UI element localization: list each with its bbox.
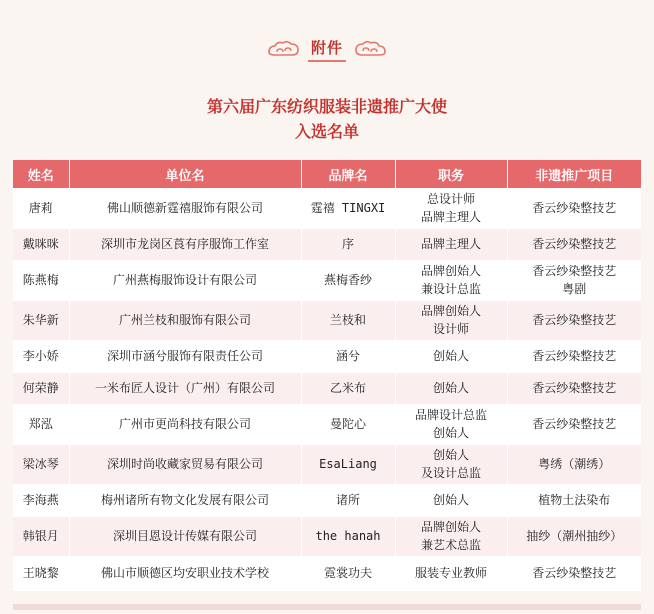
- cell-brand: [301, 372, 395, 404]
- cell-position-text: 设计师: [432, 322, 469, 336]
- cell-brand: [301, 516, 395, 556]
- cell-project-text: 植物土法染布: [538, 493, 611, 507]
- cell-brand-text: EsaLiang: [319, 457, 377, 471]
- cell-brand: [301, 228, 395, 260]
- column-header-name: 姓名: [13, 160, 69, 188]
- cell-position: [395, 340, 507, 372]
- page-subtitle: 入选名单: [294, 122, 359, 141]
- cell-unit: [69, 372, 301, 404]
- cell-project: [507, 340, 641, 372]
- cell-name: [13, 228, 69, 260]
- cell-unit: [69, 404, 301, 444]
- cell-project-text: 粤绣（潮绣）: [538, 457, 611, 471]
- cell-project-text: 粤剧: [562, 282, 587, 296]
- column-header-position: 职务: [395, 160, 507, 188]
- cell-position-text: 品牌主理人: [420, 209, 481, 224]
- cell-project: [507, 228, 641, 260]
- cell-unit: [69, 444, 301, 484]
- cell-project-text: 香云纱染整技艺: [532, 313, 617, 327]
- cell-position-text: 品牌创始人: [420, 304, 481, 318]
- cell-unit-text: 深圳时尚收藏家贸易有限公司: [106, 457, 263, 471]
- document-header: [0, 0, 654, 150]
- cell-brand-text: the hanah: [315, 529, 381, 543]
- cell-position-text: 兼艺术总监: [420, 538, 481, 552]
- cell-name: [13, 340, 69, 372]
- cell-unit: [69, 188, 301, 228]
- cell-name-text: 戴咪咪: [22, 237, 59, 251]
- cell-name-text: 王晓黎: [22, 566, 59, 580]
- cell-project: [507, 556, 641, 590]
- cell-brand-text: 兰枝和: [329, 313, 366, 327]
- cell-position-text: 及设计总监: [420, 466, 481, 480]
- attachment-label: 附件: [310, 38, 343, 57]
- cell-brand-text: 曼陀心: [329, 417, 366, 431]
- column-header-unit: 单位名: [69, 160, 301, 188]
- table-row: [13, 516, 641, 556]
- cell-position: [395, 516, 507, 556]
- column-header-brand: 品牌名: [301, 160, 395, 188]
- cell-project: [507, 444, 641, 484]
- cell-unit: [69, 300, 301, 340]
- cell-unit-text: 佛山市顺德区均安职业技术学校: [100, 566, 269, 580]
- cell-name-text: 韩银月: [22, 529, 59, 543]
- cell-unit-text: 一米布匠人设计（广州）有限公司: [94, 381, 275, 395]
- cell-brand: [301, 260, 395, 300]
- cell-project: [507, 484, 641, 516]
- cell-project: [507, 516, 641, 556]
- cell-name: [13, 556, 69, 590]
- cell-name: [13, 484, 69, 516]
- cell-unit-text: 深圳目恩设计传媒有限公司: [112, 529, 257, 543]
- cell-position-text: 品牌创始人: [420, 520, 481, 534]
- cell-name-text: 李海燕: [22, 493, 59, 507]
- cell-name-text: 李小娇: [22, 349, 59, 363]
- cell-unit-text: 广州兰枝和服饰有限公司: [118, 313, 251, 327]
- table-row: [13, 300, 641, 340]
- cell-position: [395, 188, 507, 228]
- cell-position-text: 兼设计总监: [420, 282, 481, 296]
- cell-position-text: 创始人: [432, 349, 469, 363]
- cell-unit: [69, 260, 301, 300]
- cell-name: [13, 260, 69, 300]
- table-header-row: [13, 160, 641, 188]
- cell-brand-text: 霆禧 TINGXI: [310, 200, 386, 215]
- cell-name-text: 郑泓: [28, 417, 53, 431]
- cell-name-text: 唐莉: [28, 200, 53, 215]
- cell-name-text: 何荣静: [22, 381, 59, 395]
- cell-position: [395, 556, 507, 590]
- cell-unit: [69, 556, 301, 590]
- cell-unit-text: 广州燕梅服饰设计有限公司: [112, 273, 257, 287]
- table-row: [13, 260, 641, 300]
- cell-position: [395, 372, 507, 404]
- table-row: [13, 340, 641, 372]
- cell-project-text: 香云纱染整技艺: [532, 349, 617, 363]
- table-row: [13, 556, 641, 590]
- cell-position-text: 品牌主理人: [420, 237, 481, 251]
- cell-unit-text: 梅州诸所有物文化发展有限公司: [100, 493, 269, 507]
- cell-position-text: 服装专业教师: [414, 566, 487, 580]
- cell-brand: [301, 444, 395, 484]
- table-row: [13, 372, 641, 404]
- cell-name: [13, 372, 69, 404]
- cell-brand-text: 霓裳功夫: [323, 566, 372, 580]
- cell-position-text: 创始人: [432, 448, 469, 462]
- column-header-project: 非遗推广项目: [507, 160, 641, 188]
- cell-name: [13, 444, 69, 484]
- cell-position-text: 创始人: [432, 426, 469, 440]
- cell-project: [507, 188, 641, 228]
- cell-project-text: 香云纱染整技艺: [532, 264, 617, 278]
- cell-position: [395, 260, 507, 300]
- cell-project-text: 香云纱染整技艺: [532, 200, 617, 215]
- auspicious-cloud-icon: [267, 40, 301, 58]
- table-row: [13, 228, 641, 260]
- cell-project-text: 抽纱（潮州抽纱）: [526, 529, 623, 543]
- cell-brand: [301, 188, 395, 228]
- cell-project-text: 香云纱染整技艺: [532, 417, 617, 431]
- cell-project: [507, 404, 641, 444]
- cell-brand-text: 涵兮: [335, 349, 360, 363]
- cell-brand-text: 燕梅香纱: [323, 273, 372, 287]
- cell-project-text: 香云纱染整技艺: [532, 237, 617, 251]
- cell-brand: [301, 556, 395, 590]
- cell-brand: [301, 484, 395, 516]
- ambassador-table-container: [13, 160, 641, 591]
- cell-project-text: 香云纱染整技艺: [532, 381, 617, 395]
- cell-name: [13, 404, 69, 444]
- cell-position-text: 总设计师: [426, 191, 475, 206]
- cell-brand-text: 乙米布: [329, 381, 366, 395]
- table-row: [13, 188, 641, 228]
- cell-brand: [301, 300, 395, 340]
- cell-unit-text: 广州市更尚科技有限公司: [118, 417, 251, 431]
- table-row: [13, 444, 641, 484]
- bottom-border: [13, 604, 641, 610]
- cell-project: [507, 372, 641, 404]
- table-row: [13, 404, 641, 444]
- cell-name: [13, 516, 69, 556]
- cell-brand: [301, 340, 395, 372]
- cell-position-text: 创始人: [432, 381, 469, 395]
- cell-name: [13, 300, 69, 340]
- cell-position-text: 创始人: [432, 493, 469, 507]
- cell-position: [395, 228, 507, 260]
- cell-position: [395, 444, 507, 484]
- cell-project-text: 香云纱染整技艺: [532, 566, 617, 580]
- cell-brand-text: 序: [341, 237, 354, 251]
- cell-name-text: 朱华新: [22, 313, 59, 327]
- cell-brand: [301, 404, 395, 444]
- cell-position: [395, 404, 507, 444]
- cell-project: [507, 260, 641, 300]
- cell-unit: [69, 340, 301, 372]
- cell-unit-text: 深圳市涵兮服饰有限责任公司: [106, 349, 263, 363]
- cell-position-text: 品牌设计总监: [414, 408, 487, 422]
- ambassador-table: [13, 160, 641, 591]
- cell-unit: [69, 484, 301, 516]
- cell-position: [395, 484, 507, 516]
- cell-name-text: 梁冰琴: [22, 457, 59, 471]
- cell-position-text: 品牌创始人: [420, 264, 481, 278]
- cell-position: [395, 300, 507, 340]
- attachment-underline: [308, 60, 346, 62]
- cell-unit-text: 佛山顺德新霆禧服饰有限公司: [106, 200, 263, 215]
- cell-project: [507, 300, 641, 340]
- cell-unit-text: 深圳市龙岗区莨有序服饰工作室: [100, 237, 269, 251]
- page-title: 第六届广东纺织服装非遗推广大使: [206, 97, 447, 116]
- cell-brand-text: 诸所: [335, 493, 360, 507]
- table-row: [13, 484, 641, 516]
- auspicious-cloud-icon: [353, 40, 387, 58]
- cell-unit: [69, 228, 301, 260]
- cell-unit: [69, 516, 301, 556]
- cell-name: [13, 188, 69, 228]
- cell-name-text: 陈燕梅: [22, 273, 59, 287]
